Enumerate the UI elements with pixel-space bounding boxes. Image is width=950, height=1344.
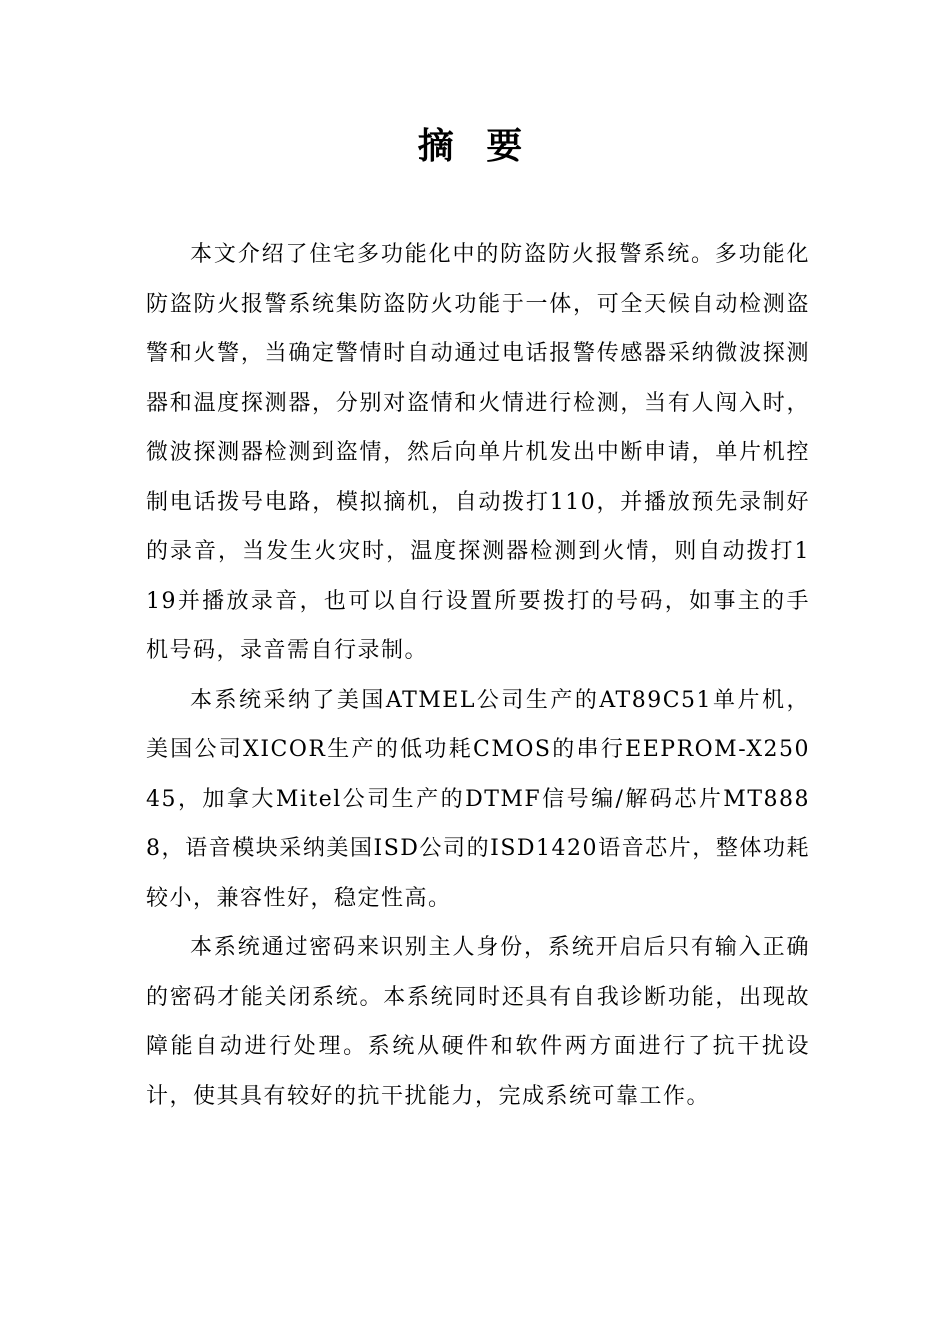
abstract-paragraph-1: 本文介绍了住宅多功能化中的防盗防火报警系统。多功能化防盗防火报警系统集防盗防火功能于一体，可全天候自动检测盗警和火警，当确定警情时自动通过电话报警传感器采纳微波探测器和温度探测器，分别对盗情和火情进行检测，当有人闯入时，微波探测器检测到盗情，然后向单片机发出中断申请，单片机控制电话拨号电路，模拟摘机，自动拨打110，并播放预先录制好的录音，当发生火灾时，温度探测器检测到火情，则自动拨打119并播放录音，也可以自行设置所要拨打的号码，如事主的手机号码，录音需自行录制。 — [146, 242, 810, 663]
page-title: 摘 要 — [417, 125, 533, 167]
abstract-paragraph-3: 本系统通过密码来识别主人身份，系统开启后只有输入正确的密码才能关闭系统。本系统同时还具有自我诊断功能，出现故障能自动进行处理。系统从硬件和软件两方面进行了抗干扰设计，使其具有较好的抗干扰能力，完成系统可靠工作。 — [146, 935, 810, 1109]
abstract-body — [146, 230, 810, 1121]
abstract-paragraph-2: 本系统采纳了美国ATMEL公司生产的AT89C51单片机，美国公司XICOR生产的低功耗CMOS的串行EEPROM-X25045，加拿大Mitel公司生产的DTMF信号编/解码芯片MT8888，语音模块采纳美国ISD公司的ISD1420语音芯片，整体功耗较小，兼容性好，稳定性高。 — [146, 687, 810, 911]
